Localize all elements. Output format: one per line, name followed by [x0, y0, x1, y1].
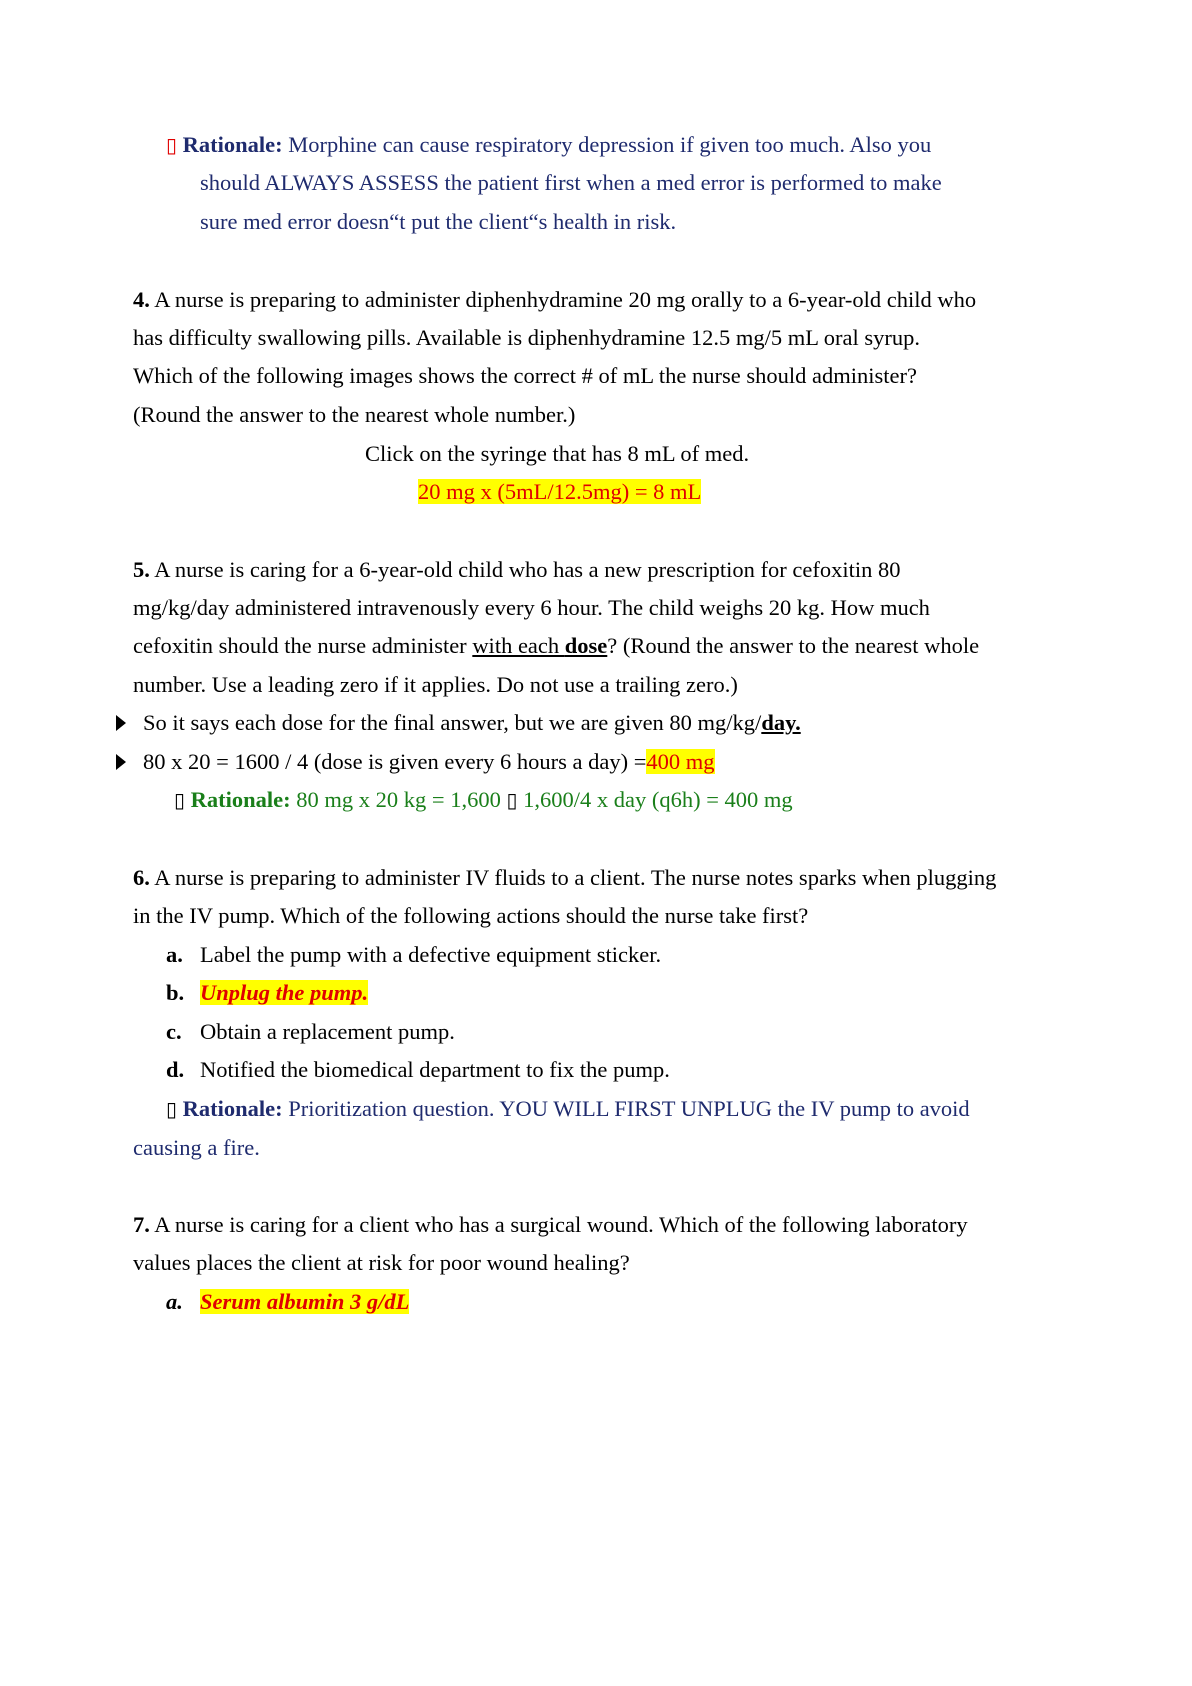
q7-line-2: values places the client at risk for poor wound healing? — [133, 1250, 630, 1275]
q4-instruction: Click on the syringe that has 8 mL of med. — [365, 441, 750, 466]
q6-option-a: a. Label the pump with a defective equipment sticker. — [166, 942, 662, 967]
checkbox-icon: ▯ — [166, 1097, 178, 1121]
q6-rationale-line-2: causing a fire. — [133, 1135, 260, 1160]
q4-line-1: 4. A nurse is preparing to administer diphenhydramine 20 mg orally to a 6-year-old child who — [133, 287, 977, 312]
q5-bullet-2: 80 x 20 = 1600 / 4 (dose is given every 6 hours a day) =400 mg — [143, 749, 715, 774]
checkbox-icon: ▯ — [166, 133, 178, 157]
rationale-label: Rationale: — [182, 132, 283, 157]
checkbox-icon: ▯ — [506, 788, 518, 812]
question-number: 4. — [133, 287, 150, 312]
q4-line-4: (Round the answer to the nearest whole number.) — [133, 402, 576, 427]
q5-line-2: mg/kg/day administered intravenously every 6 hour. The child weighs 20 kg. How much — [133, 595, 930, 620]
q7-option-a: a. Serum albumin 3 g/dL — [166, 1289, 410, 1314]
q5-bullet-1: So it says each dose for the final answer, but we are given 80 mg/kg/day. — [143, 710, 801, 735]
q5-rationale: ▯ Rationale: 80 mg x 20 kg = 1,600 ▯ 1,600/4 x day (q6h) = 400 mg — [174, 787, 793, 812]
q6-line-2: in the IV pump. Which of the following actions should the nurse take first? — [133, 903, 809, 928]
q4-line-2: has difficulty swallowing pills. Available is diphenhydramine 12.5 mg/5 mL oral syrup. — [133, 325, 920, 350]
q6-option-c: c. Obtain a replacement pump. — [166, 1019, 455, 1044]
bullet-arrow-icon — [116, 715, 126, 731]
q6-rationale-line-1: ▯ Rationale: Prioritization question. YOU WILL FIRST UNPLUG the IV pump to avoid — [166, 1096, 970, 1121]
q5-line-3: cefoxitin should the nurse administer with each dose? (Round the answer to the nearest whole — [133, 633, 980, 658]
q5-line-1: 5. A nurse is caring for a 6-year-old child who has a new prescription for cefoxitin 80 — [133, 557, 901, 582]
question-number: 7. — [133, 1212, 150, 1237]
question-number: 6. — [133, 865, 150, 890]
q3-rationale-line-1: ▯ Rationale: Morphine can cause respiratory depression if given too much. Also you — [166, 132, 932, 157]
q3-rationale-line-2: should ALWAYS ASSESS the patient first when a med error is performed to make — [200, 170, 942, 195]
q7-line-1: 7. A nurse is caring for a client who has a surgical wound. Which of the following laboratory — [133, 1212, 968, 1237]
question-number: 5. — [133, 557, 150, 582]
q4-calculation: 20 mg x (5mL/12.5mg) = 8 mL — [418, 479, 702, 504]
q3-rationale-line-3: sure med error doesn“t put the client“s health in risk. — [200, 209, 677, 234]
q6-line-1: 6. A nurse is preparing to administer IV fluids to a client. The nurse notes sparks when plugging — [133, 865, 997, 890]
q5-line-4: number. Use a leading zero if it applies. Do not use a trailing zero.) — [133, 672, 738, 697]
q6-option-b: b. Unplug the pump. — [166, 980, 369, 1005]
bullet-arrow-icon — [116, 754, 126, 770]
checkbox-icon: ▯ — [174, 788, 186, 812]
rationale-label: Rationale: — [182, 1096, 283, 1121]
rationale-label: Rationale: — [190, 787, 291, 812]
q4-line-3: Which of the following images shows the correct # of mL the nurse should administer? — [133, 363, 917, 388]
q6-option-d: d. Notified the biomedical department to fix the pump. — [166, 1057, 670, 1082]
